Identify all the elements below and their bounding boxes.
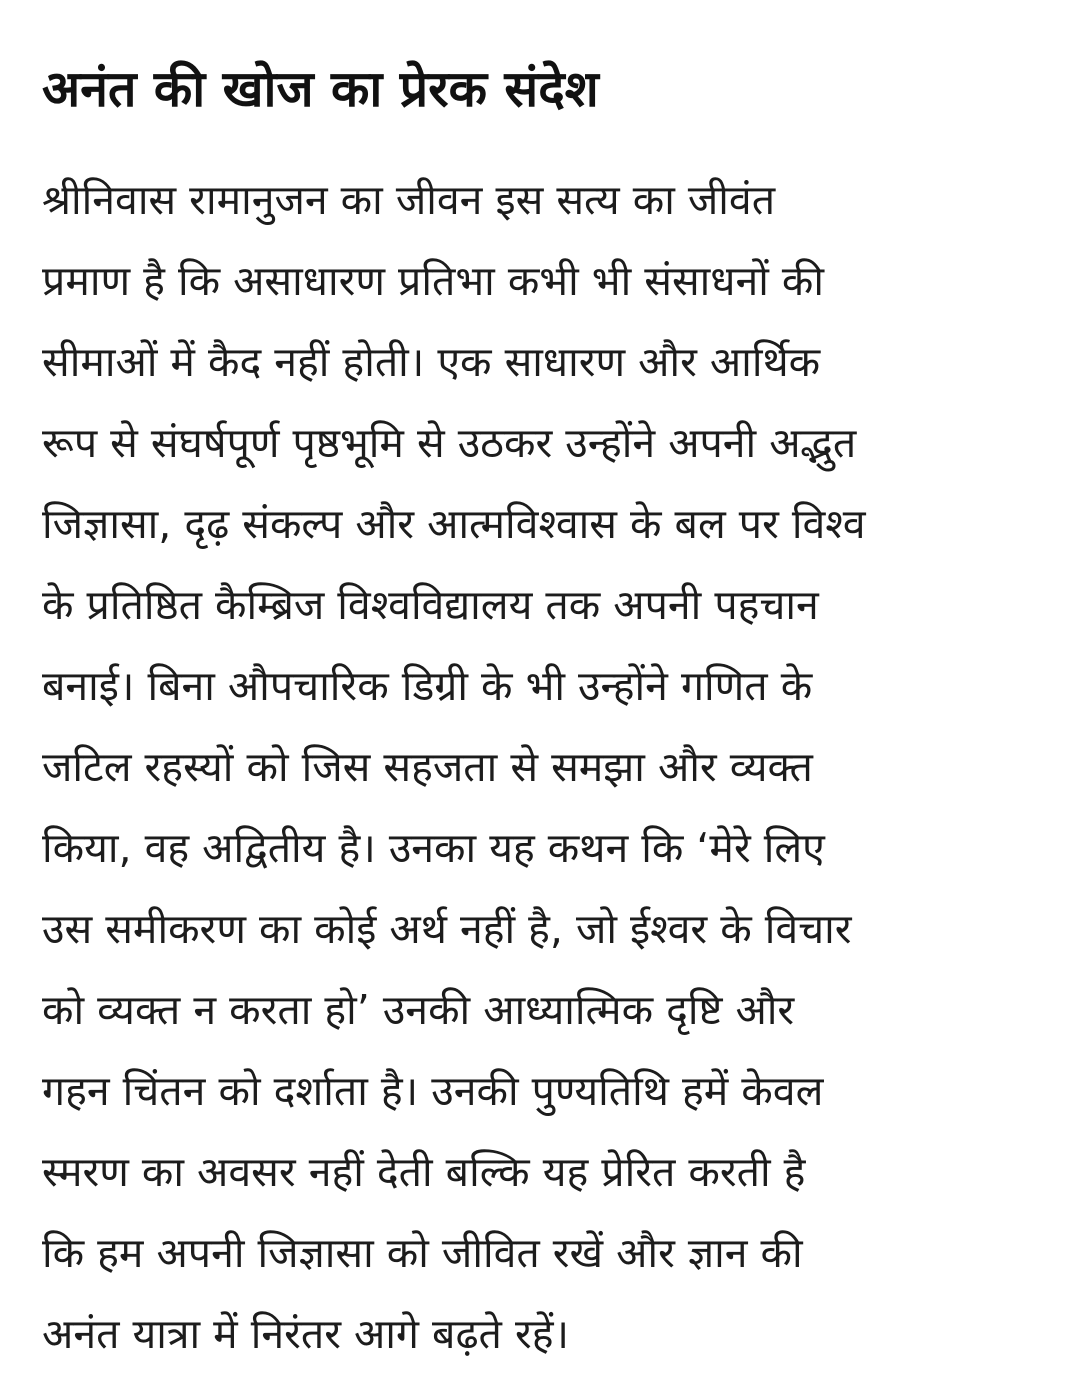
article-line: गहन चिंतन को दर्शाता है। उनकी पुण्यतिथि हमें केवल [42, 1067, 824, 1115]
article-line: अनंत यात्रा में निरंतर आगे बढ़ते रहें। [42, 1310, 570, 1358]
article-line: सीमाओं में कैद नहीं होती। एक साधारण और आर्थिक [42, 338, 821, 386]
article-line: श्रीनिवास रामानुजन का जीवन इस सत्य का जीवंत [42, 176, 776, 224]
article-line: को व्यक्त न करता हो’ उनकी आध्यात्मिक दृष्टि और [42, 986, 795, 1034]
article-line: बनाई। बिना औपचारिक डिग्री के भी उन्होंने गणित के [42, 662, 813, 710]
article-line: के प्रतिष्ठित कैम्ब्रिज विश्वविद्यालय तक अपनी पहचान [42, 581, 819, 629]
article-body [42, 160, 1042, 1375]
article-line: रूप से संघर्षपूर्ण पृष्ठभूमि से उठकर उन्होंने अपनी अद्भुत [42, 419, 857, 467]
article-line: जिज्ञासा, दृढ़ संकल्प और आत्मविश्वास के बल पर विश्व [42, 500, 866, 548]
article-line: किया, वह अद्वितीय है। उनका यह कथन कि ‘मेरे लिए [42, 824, 825, 872]
article-line: जटिल रहस्यों को जिस सहजता से समझा और व्यक्त [42, 743, 813, 791]
article-line: स्मरण का अवसर नहीं देती बल्कि यह प्रेरित करती है [42, 1148, 806, 1196]
article-title: अनंत की खोज का प्रेरक संदेश [42, 60, 599, 118]
article-line: उस समीकरण का कोई अर्थ नहीं है, जो ईश्वर के विचार [42, 905, 852, 953]
article [42, 52, 1042, 1375]
article-line: प्रमाण है कि असाधारण प्रतिभा कभी भी संसाधनों की [42, 257, 825, 305]
article-line: कि हम अपनी जिज्ञासा को जीवित रखें और ज्ञान की [42, 1229, 803, 1277]
